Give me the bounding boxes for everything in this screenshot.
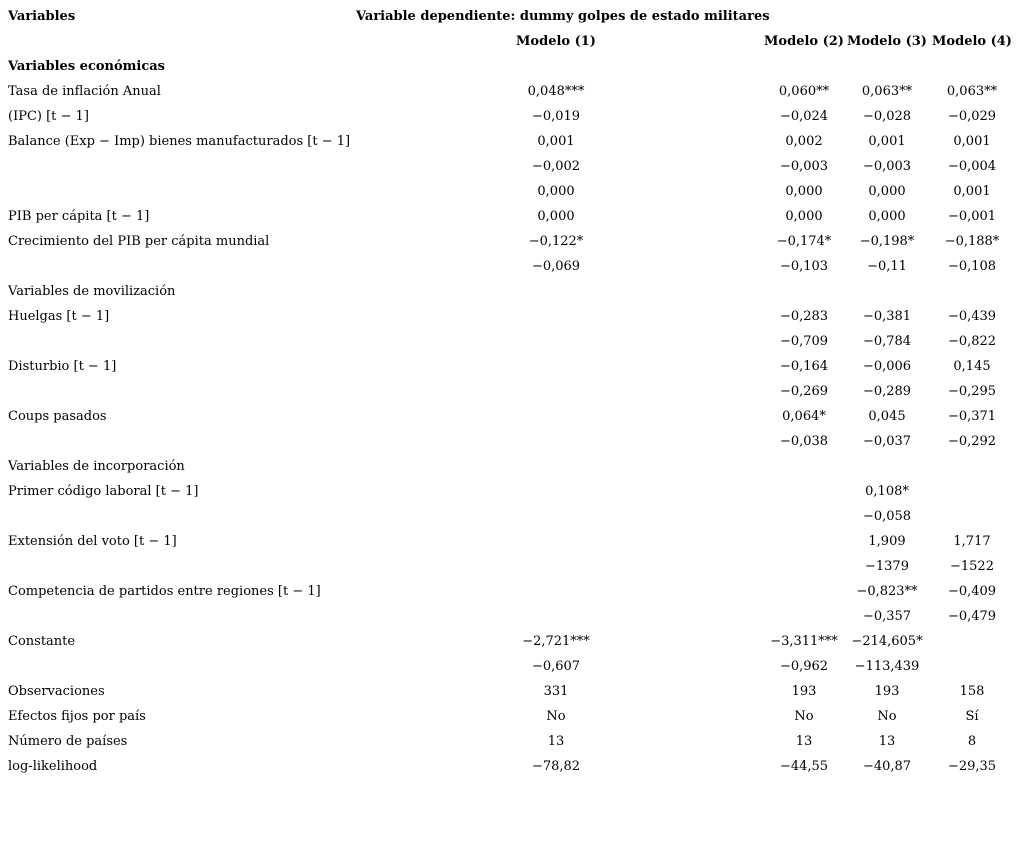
model-4-value: 1,717 xyxy=(953,534,991,549)
model-3-value: 13 xyxy=(878,734,896,749)
model-1-value xyxy=(496,279,616,304)
model-4-value: −0,439 xyxy=(947,309,997,324)
model-1-value: −2,721*** xyxy=(522,634,590,649)
table-row xyxy=(0,679,1018,704)
model-4-value: −0,295 xyxy=(947,384,997,399)
model-1-value xyxy=(496,554,616,579)
row-label: Observaciones xyxy=(8,684,105,699)
model-2-header: Modelo (2) xyxy=(764,34,844,49)
table-row xyxy=(0,629,1018,654)
table-row xyxy=(0,154,1018,179)
model-4-value: −0,004 xyxy=(947,159,997,174)
row-label: Competencia de partidos entre regiones [t − 1] xyxy=(8,584,321,599)
table-row xyxy=(0,354,1018,379)
model-4-value xyxy=(932,454,1012,479)
model-2-value: −0,038 xyxy=(779,434,829,449)
model-2-value xyxy=(764,504,844,529)
row-label: Balance (Exp − Imp) bienes manufacturados [t − 1] xyxy=(8,134,351,149)
model-2-value: No xyxy=(794,709,814,724)
model-1-value: 331 xyxy=(543,684,569,699)
model-2-value: 0,064* xyxy=(782,409,826,424)
model-2-value: −0,024 xyxy=(779,109,829,124)
model-1-value: 0,000 xyxy=(537,209,575,224)
model-4-value: −0,292 xyxy=(947,434,997,449)
model-3-value: −0,006 xyxy=(862,359,912,374)
row-label: Efectos fijos por país xyxy=(8,709,146,724)
model-3-value xyxy=(847,54,927,79)
model-1-value xyxy=(496,54,616,79)
table-row xyxy=(0,754,1018,779)
table-row xyxy=(0,279,1018,304)
table-row xyxy=(0,329,1018,354)
table-row xyxy=(0,404,1018,429)
model-1-value: −0,002 xyxy=(531,159,581,174)
model-4-value: −0,029 xyxy=(947,109,997,124)
model-3-value: −0,198* xyxy=(859,234,915,249)
model-4-value: −0,479 xyxy=(947,609,997,624)
table-row xyxy=(0,554,1018,579)
model-2-value: −0,269 xyxy=(779,384,829,399)
model-2-value: 0,002 xyxy=(785,134,823,149)
table-row xyxy=(0,379,1018,404)
model-2-value: −0,283 xyxy=(779,309,829,324)
model-3-value: −0,11 xyxy=(867,259,907,274)
model-2-value xyxy=(764,279,844,304)
table-row xyxy=(0,579,1018,604)
row-label: Primer código laboral [t − 1] xyxy=(8,484,199,499)
model-3-value: 0,063** xyxy=(861,84,913,99)
table-row xyxy=(0,729,1018,754)
table-header-row-2 xyxy=(0,29,1018,54)
model-3-value: −0,003 xyxy=(862,159,912,174)
model-4-value: −1522 xyxy=(950,559,994,574)
model-1-value: −0,607 xyxy=(531,659,581,674)
table-row xyxy=(0,54,1018,79)
dependent-variable-header: Variable dependiente: dummy golpes de estado militares xyxy=(356,9,770,24)
table-row xyxy=(0,454,1018,479)
model-4-value xyxy=(932,654,1012,679)
model-2-value: −0,164 xyxy=(779,359,829,374)
model-1-value xyxy=(496,529,616,554)
model-3-value: 0,045 xyxy=(868,409,906,424)
model-2-value xyxy=(764,479,844,504)
table-row xyxy=(0,304,1018,329)
table-row xyxy=(0,79,1018,104)
variables-header: Variables xyxy=(8,9,76,24)
model-4-value: −0,822 xyxy=(947,334,997,349)
row-label: (IPC) [t − 1] xyxy=(8,109,89,124)
model-3-value: 0,001 xyxy=(868,134,906,149)
model-2-value: −44,55 xyxy=(779,759,829,774)
table-row xyxy=(0,179,1018,204)
model-2-value: −0,003 xyxy=(779,159,829,174)
model-2-value xyxy=(764,604,844,629)
model-3-value: −0,037 xyxy=(862,434,912,449)
row-label: Huelgas [t − 1] xyxy=(8,309,110,324)
row-label: Número de países xyxy=(8,734,128,749)
model-2-value: −0,103 xyxy=(779,259,829,274)
model-3-value: −0,289 xyxy=(862,384,912,399)
table-row xyxy=(0,504,1018,529)
model-1-value xyxy=(496,504,616,529)
model-3-value: −0,784 xyxy=(862,334,912,349)
model-4-value xyxy=(932,54,1012,79)
table-row xyxy=(0,604,1018,629)
model-1-value: −0,122* xyxy=(528,234,584,249)
model-4-value: −0,371 xyxy=(947,409,997,424)
model-3-value: −40,87 xyxy=(862,759,912,774)
model-4-header: Modelo (4) xyxy=(932,34,1012,49)
table-row xyxy=(0,229,1018,254)
model-1-value xyxy=(496,479,616,504)
model-2-value: 193 xyxy=(791,684,817,699)
model-3-value: No xyxy=(877,709,897,724)
model-4-value: 0,001 xyxy=(953,134,991,149)
model-4-value: 0,063** xyxy=(946,84,998,99)
model-1-value: No xyxy=(546,709,566,724)
row-label: Tasa de inflación Anual xyxy=(8,84,161,99)
model-3-value: −113,439 xyxy=(854,659,920,674)
model-3-value: −0,381 xyxy=(862,309,912,324)
table-row xyxy=(0,654,1018,679)
model-4-value: −29,35 xyxy=(947,759,997,774)
model-1-value xyxy=(496,404,616,429)
model-1-value xyxy=(496,304,616,329)
model-2-value xyxy=(764,529,844,554)
model-2-value xyxy=(764,554,844,579)
table-row xyxy=(0,429,1018,454)
model-2-value: −0,709 xyxy=(779,334,829,349)
model-3-value xyxy=(847,454,927,479)
row-label: Crecimiento del PIB per cápita mundial xyxy=(8,234,270,249)
model-4-value xyxy=(932,479,1012,504)
model-1-value xyxy=(496,604,616,629)
model-4-value: 0,001 xyxy=(953,184,991,199)
model-2-value xyxy=(764,579,844,604)
model-4-value: −0,108 xyxy=(947,259,997,274)
row-label: Constante xyxy=(8,634,76,649)
model-3-header: Modelo (3) xyxy=(847,34,927,49)
row-label: Variables de movilización xyxy=(8,284,176,299)
table-row xyxy=(0,104,1018,129)
model-2-value xyxy=(764,454,844,479)
model-4-value: 0,145 xyxy=(953,359,991,374)
row-label: log-likelihood xyxy=(8,759,98,774)
model-2-value: −0,962 xyxy=(779,659,829,674)
model-4-value: 158 xyxy=(959,684,985,699)
model-3-value: 1,909 xyxy=(868,534,906,549)
model-4-value xyxy=(932,504,1012,529)
model-1-value xyxy=(496,454,616,479)
model-3-value xyxy=(847,279,927,304)
model-3-value: −0,357 xyxy=(862,609,912,624)
model-1-value: −78,82 xyxy=(531,759,581,774)
model-4-value: −0,188* xyxy=(944,234,1000,249)
model-1-value: −0,069 xyxy=(531,259,581,274)
model-3-value: −0,823** xyxy=(856,584,918,599)
table-row xyxy=(0,529,1018,554)
model-4-value: −0,001 xyxy=(947,209,997,224)
model-1-value xyxy=(496,429,616,454)
model-2-value: 0,000 xyxy=(785,209,823,224)
model-3-value: 0,000 xyxy=(868,184,906,199)
model-3-value: −0,058 xyxy=(862,509,912,524)
model-3-value: 193 xyxy=(874,684,900,699)
model-1-value: −0,019 xyxy=(531,109,581,124)
model-4-value xyxy=(932,629,1012,654)
model-4-value: 8 xyxy=(967,734,977,749)
row-label: Extensión del voto [t − 1] xyxy=(8,534,177,549)
model-2-value: 0,000 xyxy=(785,184,823,199)
model-3-value: −214,605* xyxy=(851,634,923,649)
model-4-value: Sí xyxy=(965,709,979,724)
model-1-value: 0,000 xyxy=(537,184,575,199)
model-2-value: −3,311*** xyxy=(770,634,838,649)
row-label: Variables económicas xyxy=(8,59,166,74)
model-1-value xyxy=(496,354,616,379)
model-4-value xyxy=(932,279,1012,304)
model-2-value: 13 xyxy=(795,734,813,749)
table-row xyxy=(0,704,1018,729)
row-label: Variables de incorporación xyxy=(8,459,185,474)
model-3-value: 0,000 xyxy=(868,209,906,224)
model-2-value: 0,060** xyxy=(778,84,830,99)
row-label: Coups pasados xyxy=(8,409,107,424)
model-1-value: 13 xyxy=(547,734,565,749)
model-1-value: 0,048*** xyxy=(527,84,585,99)
model-3-value: 0,108* xyxy=(865,484,909,499)
model-4-value: −0,409 xyxy=(947,584,997,599)
model-1-value: 0,001 xyxy=(537,134,575,149)
model-2-value: −0,174* xyxy=(776,234,832,249)
model-1-value xyxy=(496,329,616,354)
table-row xyxy=(0,129,1018,154)
table-row xyxy=(0,254,1018,279)
model-2-value xyxy=(764,54,844,79)
table-row xyxy=(0,204,1018,229)
row-label: Disturbio [t − 1] xyxy=(8,359,117,374)
model-1-header: Modelo (1) xyxy=(516,34,596,49)
row-label: PIB per cápita [t − 1] xyxy=(8,209,150,224)
model-3-value: −1379 xyxy=(865,559,909,574)
model-1-value xyxy=(496,379,616,404)
model-1-value xyxy=(496,579,616,604)
table-row xyxy=(0,479,1018,504)
model-3-value: −0,028 xyxy=(862,109,912,124)
